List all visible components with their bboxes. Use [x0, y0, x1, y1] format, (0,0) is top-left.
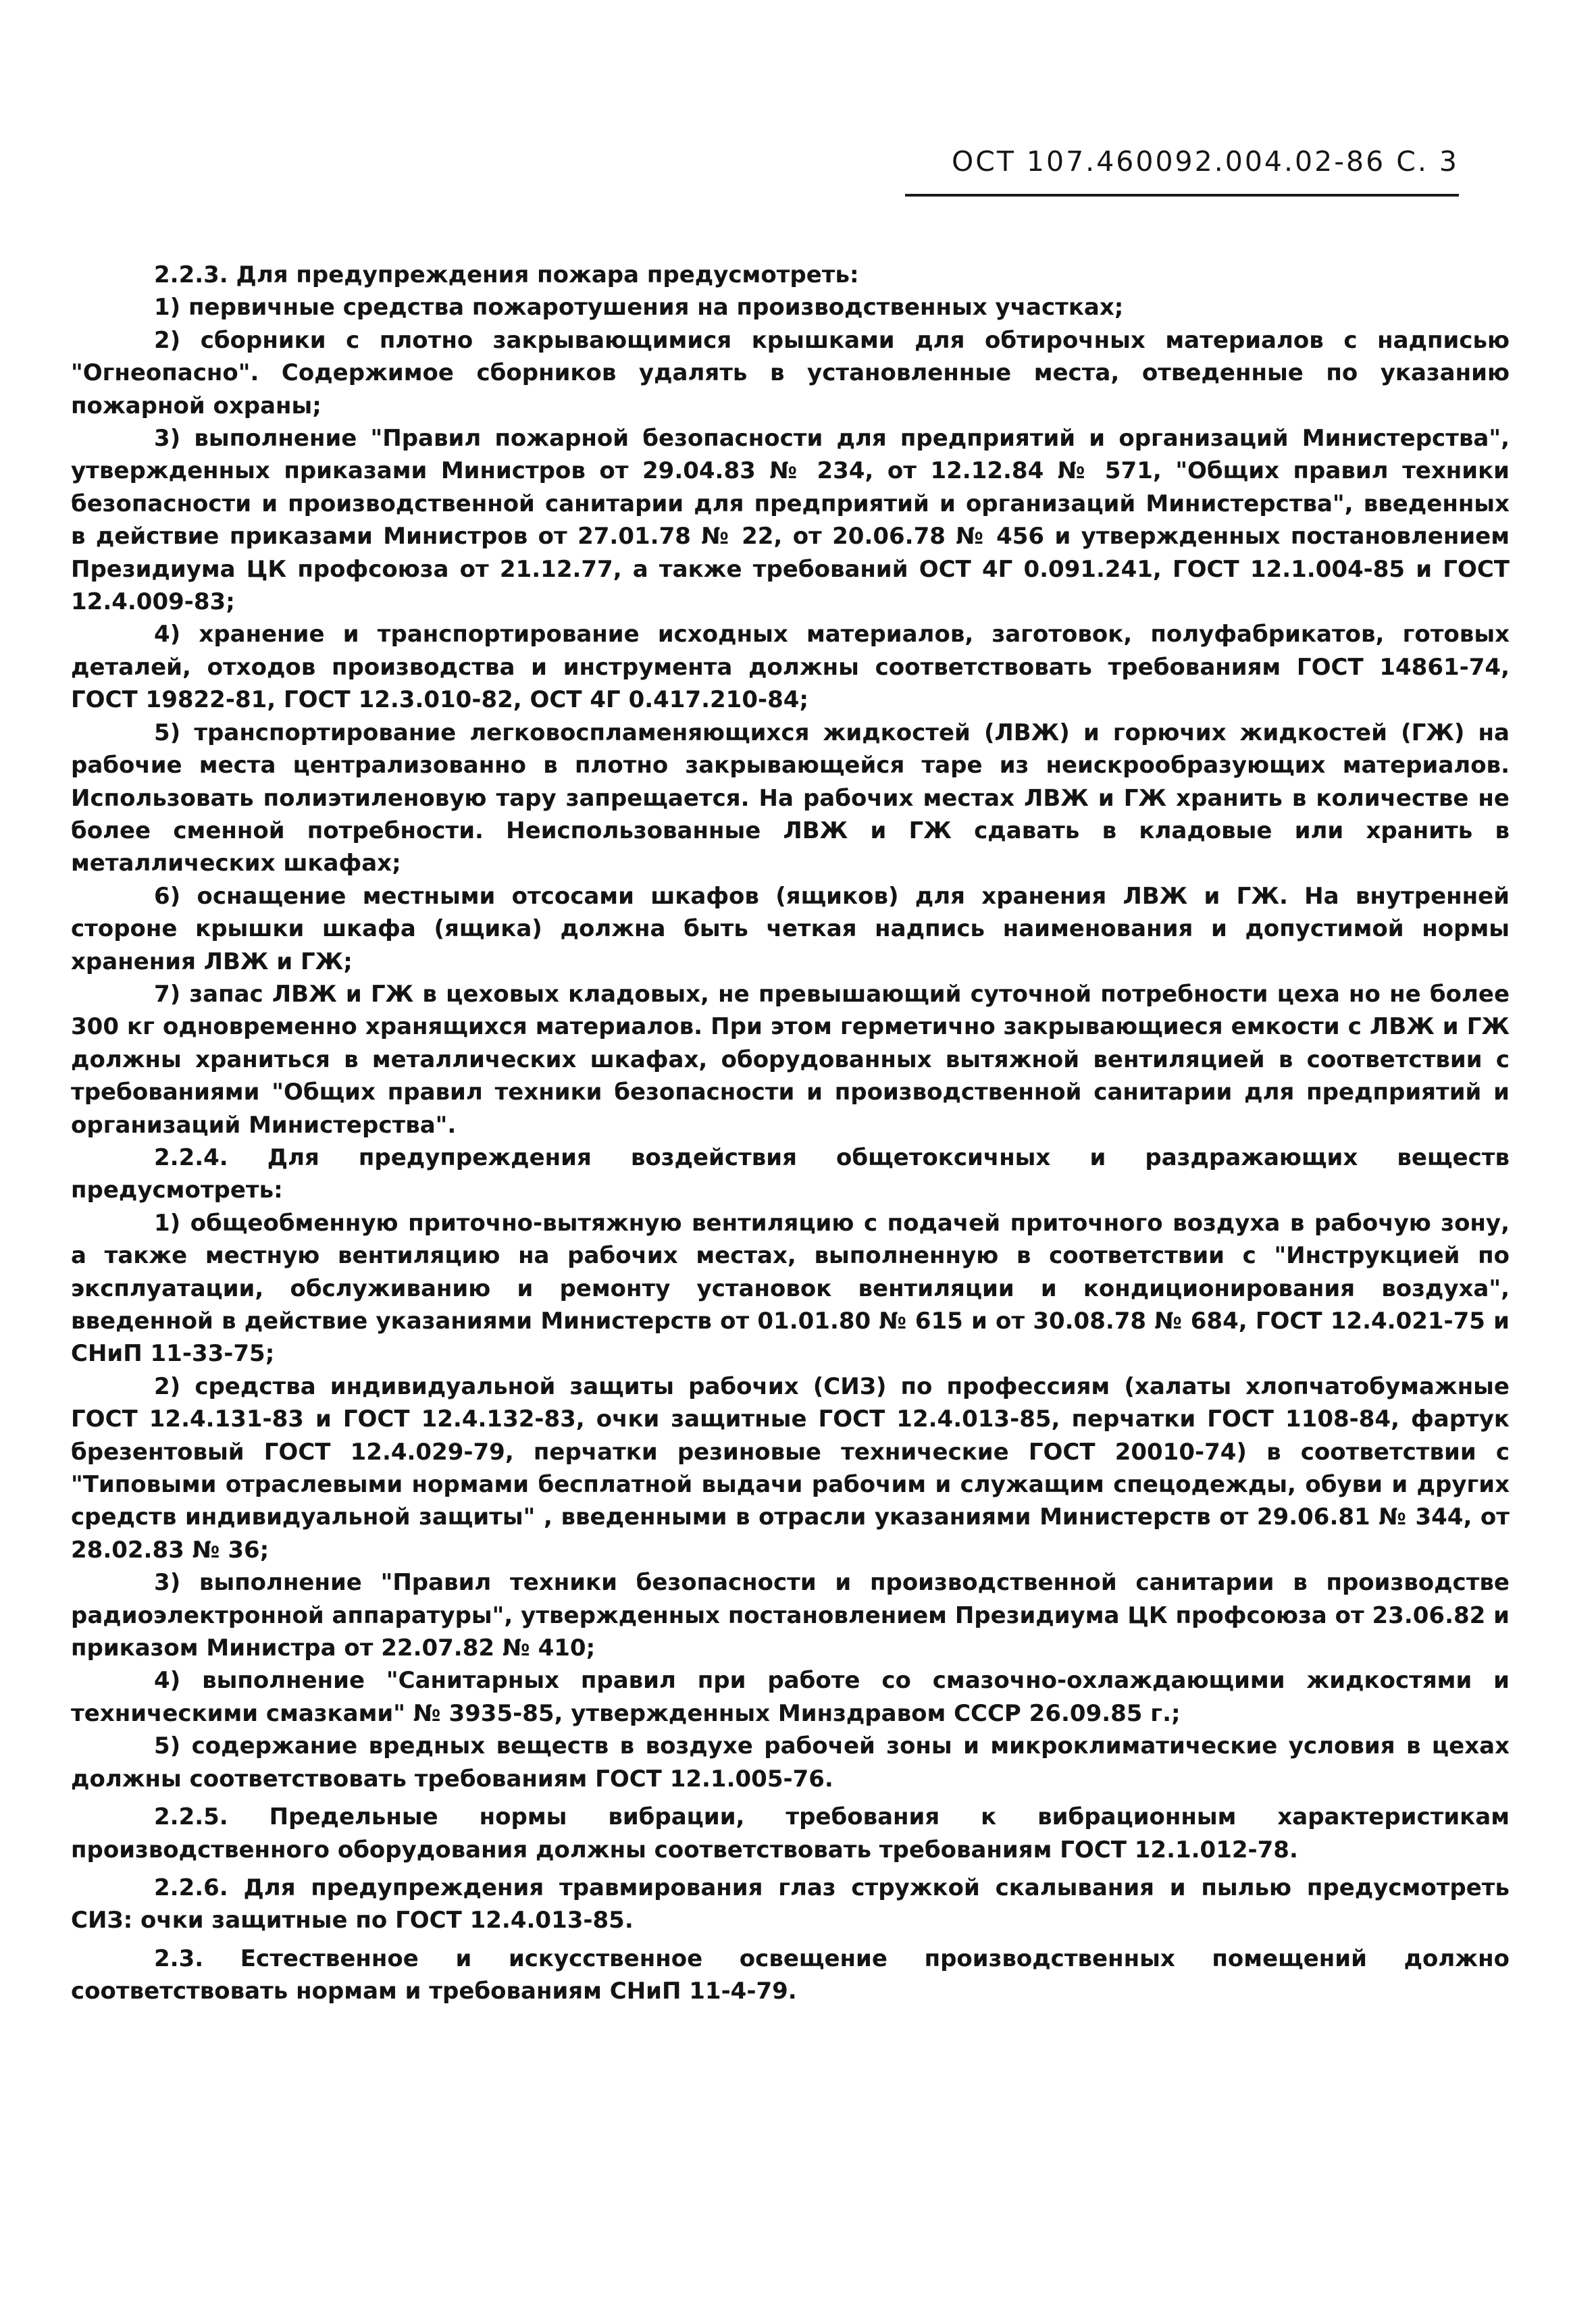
list-item: 7) запас ЛВЖ и ГЖ в цеховых кладовых, не превышающий суточной потребности цеха но не более 300 кг одновременно хранящихся материалов. При этом герметично закрывающиеся емкости с ЛВЖ и ГЖ должны храниться в металлических шкафах, оборудованных вытяжной вентиляцией в соответствии с требованиями "Общих правил техники безопасности и производственной санитарии для предприятий и организаций Министерства". — [71, 980, 1510, 1139]
list-item: 6) оснащение местными отсосами шкафов (ящиков) для хранения ЛВЖ и ГЖ. На внутренней стороне крышки шкафа (ящика) должна быть четкая надпись наименования и допустимой нормы хранения ЛВЖ и ГЖ; — [71, 882, 1510, 975]
list-item: 2) сборники с плотно закрывающимися крышками для обтирочных материалов с надписью "Огнеопасно". Содержимое сборников удалять в установленные места, отведенные по указанию пожарной охраны; — [71, 326, 1510, 419]
list-item: 4) выполнение "Санитарных правил при работе со смазочно-охлаждающими жидкостями и техническими смазками" № 3935-85, утвержденных Минздравом СССР 26.09.85 г.; — [71, 1667, 1510, 1727]
list-item: 2) средства индивидуальной защиты рабочих (СИЗ) по профессиям (халаты хлопчатобумажные ГОСТ 12.4.131-83 и ГОСТ 12.4.132-83, очки защитные ГОСТ 12.4.013-85, перчатки ГОСТ 1108-84, фартук брезентовый ГОСТ 12.4.029-79, перчатки резиновые технические ГОСТ 20010-74) в соответствии с "Типовыми отраслевыми нормами бесплатной выдачи рабочим и служащим спецодежды, обуви и других средств индивидуальной защиты" , введенными в отрасли указаниями Министерств от 29.06.81 № 344, от 28.02.83 № 36; — [71, 1372, 1510, 1564]
list-item: 1) первичные средства пожаротушения на производственных участках; — [154, 294, 1124, 322]
document-body — [71, 259, 1510, 2008]
section-paragraph-2-2-5: 2.2.5. Предельные нормы вибрации, требования к вибрационным характеристикам производственного оборудования должны соответствовать требованиям ГОСТ 12.1.012-78. — [71, 1803, 1510, 1863]
section-paragraph-2-2-6: 2.2.6. Для предупреждения травмирования глаз стружкой скалывания и пылью предусмотреть СИЗ: очки защитные по ГОСТ 12.4.013-85. — [71, 1874, 1510, 1934]
section-heading-2-2-3: 2.2.3. Для предупреждения пожара предусмотреть: — [154, 261, 859, 288]
list-item: 4) хранение и транспортирование исходных материалов, заготовок, полуфабрикатов, готовых деталей, отходов производства и инструмента должны соответствовать требованиям ГОСТ 14861-74, ГОСТ 19822-81, ГОСТ 12.3.010-82, ОСТ 4Г 0.417.210-84; — [71, 621, 1510, 714]
header-underline — [905, 194, 1459, 197]
standard-designation: ОСТ 107.460092.004.02-86 С. 3 — [951, 145, 1459, 178]
list-item: 5) транспортирование легковоспламеняющихся жидкостей (ЛВЖ) и горючих жидкостей (ГЖ) на рабочие места централизованно в плотно закрывающейся таре из неискрообразующих материалов. Использовать полиэтиленовую тару запрещается. На рабочих местах ЛВЖ и ГЖ хранить в количестве не более сменной потребности. Неиспользованные ЛВЖ и ГЖ сдавать в кладовые или хранить в металлических шкафах; — [71, 719, 1510, 877]
list-item: 1) общеобменную приточно-вытяжную вентиляцию с подачей приточного воздуха в рабочую зону, а также местную вентиляцию на рабочих местах, выполненную в соответствии с "Инструкцией по эксплуатации, обслуживанию и ремонту установок вентиляции и кондиционирования воздуха", введенной в действие указаниями Министерств от 01.01.80 № 615 и от 30.08.78 № 684, ГОСТ 12.4.021-75 и СНиП 11-33-75; — [71, 1209, 1510, 1368]
section-paragraph-2-3: 2.3. Естественное и искусственное освещение производственных помещений должно соответствовать нормам и требованиям СНиП 11-4-79. — [71, 1945, 1510, 2005]
list-item: 5) содержание вредных веществ в воздухе рабочей зоны и микроклиматические условия в цехах должны соответствовать требованиям ГОСТ 12.1.005-76. — [71, 1732, 1510, 1793]
page-header — [905, 138, 1459, 203]
list-item: 3) выполнение "Правил техники безопасности и производственной санитарии в производстве радиоэлектронной аппаратуры", утвержденных постановлением Президиума ЦК профсоюза от 23.06.82 и приказом Министра от 22.07.82 № 410; — [71, 1569, 1510, 1662]
section-heading-2-2-4: 2.2.4. Для предупреждения воздействия общетоксичных и раздражающих веществ предусмотреть: — [71, 1143, 1510, 1204]
list-item: 3) выполнение "Правил пожарной безопасности для предприятий и организаций Министерства", утвержденных приказами Министров от 29.04.83 № 234, от 12.12.84 № 571, "Общих правил техники безопасности и производственной санитарии для предприятий и организаций Министерства", введенных в действие приказами Министров от 27.01.78 № 22, от 20.06.78 № 456 и утвержденных постановлением Президиума ЦК профсоюза от 21.12.77, а также требований ОСТ 4Г 0.091.241, ГОСТ 12.1.004-85 и ГОСТ 12.4.009-83; — [71, 425, 1510, 616]
